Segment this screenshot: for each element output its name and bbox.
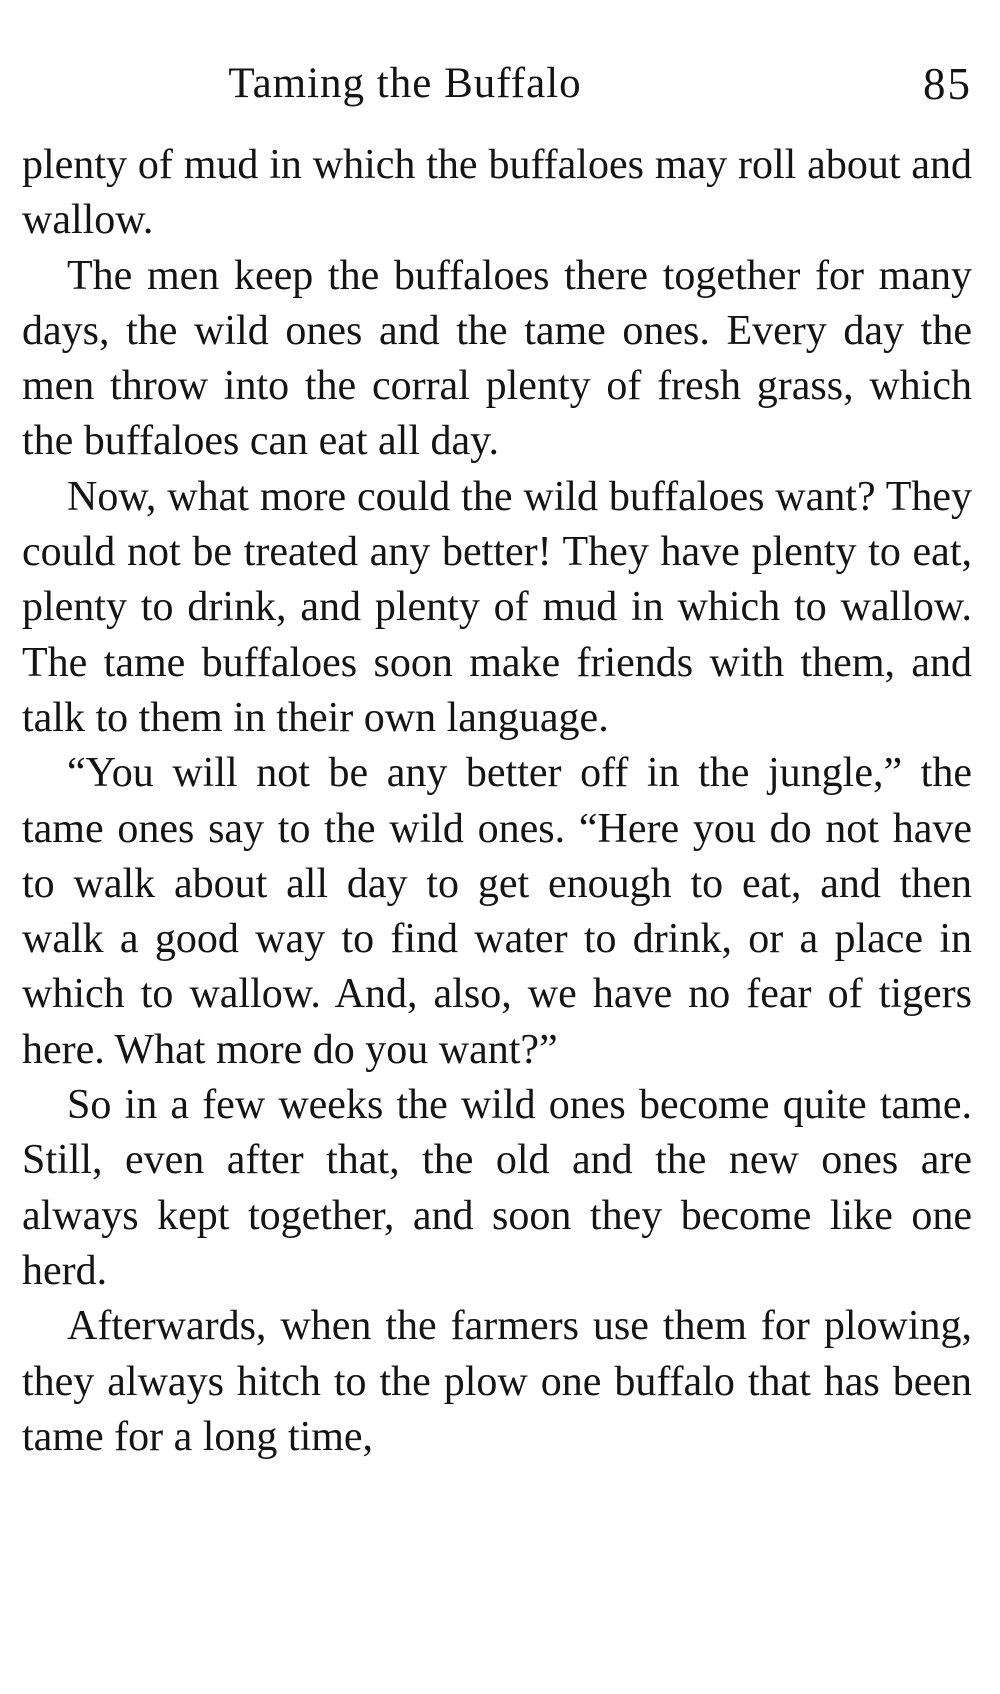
paragraph: Afterwards, when the farmers use them for plowing, they always hitch to the plow one buffalo that has been tame for a long time, [22,1303,972,1460]
paragraph: So in a few weeks the wild ones become quite tame. Still, even after that, the old and the new ones are always kept together, and soon they become like one herd. [22,1082,972,1294]
running-head [22,54,972,114]
paragraph-continued: plenty of mud in which the buffaloes may roll about and wallow. [22,142,972,244]
paragraph: Now, what more could the wild buffaloes want? They could not be treated any better! They have plenty to eat, plenty to drink, and plenty of mud in which to wallow. The tame buffaloes soon make friends with them, and talk to them in their own language. [22,473,972,741]
page-number: 85 [923,59,972,109]
paragraph: “You will not be any better off in the jungle,” the tame ones say to the wild ones. “Here you do not have to walk about all day to get enough to eat, and then walk a good way to find water to drink, or a place in which to wallow. And, also, we have no fear of tigers here. What more do you want?” [22,750,972,1073]
running-title: Taming the Buffalo [228,60,582,107]
paragraph: The men keep the buffaloes there together for many days, the wild ones and the tame ones. Every day the men throw into the corral plenty of fresh grass, which the buffaloes can eat all day. [22,252,972,465]
body-text [22,138,972,1465]
